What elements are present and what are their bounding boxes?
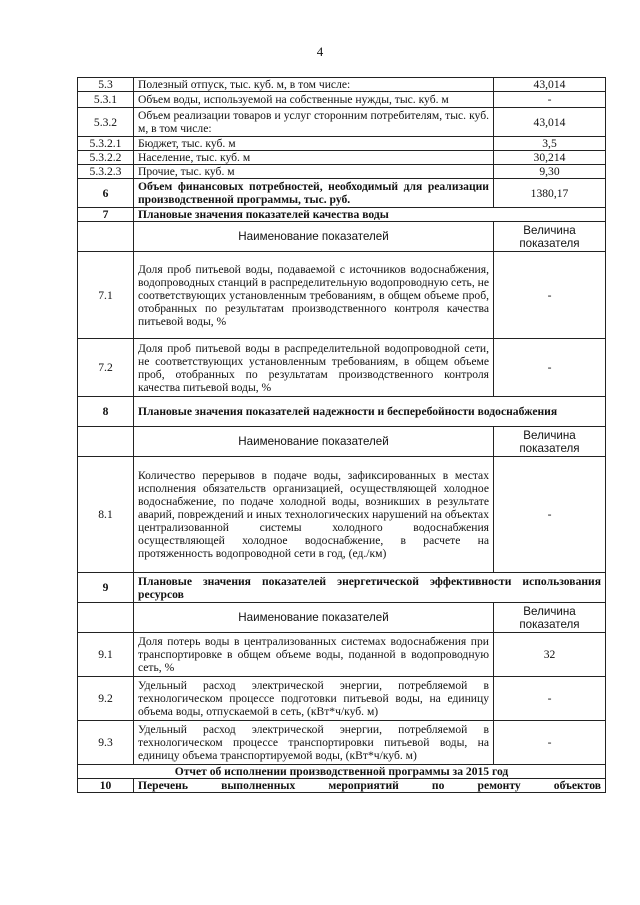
header-row [78,603,606,633]
row-number: 5.3 [78,78,134,92]
row-value: 1380,17 [494,179,606,208]
section-row [78,573,606,603]
row-value: 43,014 [494,78,606,92]
table-row [78,137,606,151]
table-row [78,252,606,339]
header-value: Величина показателя [494,603,606,633]
report-title-row [78,765,606,779]
row-value: 3,5 [494,137,606,151]
row-value: - [494,721,606,765]
row-text: Население, тыс. куб. м [134,151,494,165]
row-value: - [494,252,606,339]
row-number: 9.2 [78,677,134,721]
report-title: Отчет об исполнении производственной программы за 2015 год [78,765,606,779]
table-row [78,779,606,793]
row-value: - [494,677,606,721]
row-number: 8.1 [78,457,134,573]
section-title: Плановые значения показателей энергетической эффективности использования ресурсов [134,573,606,603]
row-number: 5.3.2 [78,108,134,137]
section-number: 8 [78,397,134,427]
section-title: Плановые значения показателей качества воды [134,208,606,222]
row-text: Полезный отпуск, тыс. куб. м, в том числе: [134,78,494,92]
row-text: Объем финансовых потребностей, необходимый для реализации производственной программы, тыс. руб. [134,179,494,208]
row-text: Доля проб питьевой воды в распределительной водопроводной сети, не соответствующих установленным требованиям, в общем объеме проб, отобранных по результатам производственного контроля качества питьевой воды, % [134,339,494,397]
row-text: Удельный расход электрической энергии, потребляемой в технологическом процессе транспортировки питьевой воды, на единицу объема транспортируемой воды, (кВт*ч/куб. м) [134,721,494,765]
table-row [78,179,606,208]
table-row [78,92,606,108]
header-value: Величина показателя [494,427,606,457]
table-row [78,457,606,573]
row-number: 9.3 [78,721,134,765]
row-text: Прочие, тыс. куб. м [134,165,494,179]
header-value: Величина показателя [494,222,606,252]
header-row [78,222,606,252]
row-text: Доля проб питьевой воды, подаваемой с источников водоснабжения, водопроводных станций в распределительную водопроводную сеть, не соответствующих установленным требованиям, в общем объеме проб, отобранных по результатам производственного контроля качества питьевой воды, % [134,252,494,339]
table-row [78,721,606,765]
section-number: 7 [78,208,134,222]
header-row [78,427,606,457]
row-text: Объем реализации товаров и услуг сторонним потребителям, тыс. куб. м, в том числе: [134,108,494,137]
page-number: 4 [316,44,324,59]
table-row [78,108,606,137]
table-row [78,78,606,92]
table-row [78,677,606,721]
row-value: - [494,457,606,573]
section-title: Плановые значения показателей надежности и бесперебойности водоснабжения [134,397,606,427]
row-number: 5.3.2.2 [78,151,134,165]
row-text: Доля потерь воды в централизованных системах водоснабжения при транспортировке в общем объеме воды, поданной в водопроводную сеть, % [134,633,494,677]
row-number: 7.2 [78,339,134,397]
table-row [78,151,606,165]
table-row [78,165,606,179]
row-value: 9,30 [494,165,606,179]
row-number: 5.3.2.3 [78,165,134,179]
row-text: Перечень выполненных мероприятий по ремонту объектов [134,779,606,793]
row-number: 5.3.2.1 [78,137,134,151]
production-program-table [77,77,606,793]
row-text: Удельный расход электрической энергии, потребляемой в технологическом процессе подготовки питьевой воды, на единицу объема воды, отпускаемой в сеть, (кВт*ч/куб. м) [134,677,494,721]
section-number: 9 [78,573,134,603]
row-text: Бюджет, тыс. куб. м [134,137,494,151]
row-value: - [494,339,606,397]
row-number: 6 [78,179,134,208]
row-text: Объем воды, используемой на собственные нужды, тыс. куб. м [134,92,494,108]
row-text: Количество перерывов в подаче воды, зафиксированных в местах исполнения обязательств организацией, осуществляющей холодное водоснабжение, по подаче холодной воды, возникших в результате аварий, повреждений и иных технологических нарушений на объектах централизованной системы холодного водоснабжения осуществляющей холодное водоснабжение, в расчете на протяженность водопроводной сети в год, (ед./км) [134,457,494,573]
row-value: 43,014 [494,108,606,137]
row-number: 9.1 [78,633,134,677]
section-row [78,397,606,427]
empty-cell [78,603,134,633]
empty-cell [78,427,134,457]
empty-cell [78,222,134,252]
row-value: - [494,92,606,108]
row-value: 32 [494,633,606,677]
row-number: 10 [78,779,134,793]
table-row [78,339,606,397]
section-row [78,208,606,222]
header-name: Наименование показателей [134,427,494,457]
header-name: Наименование показателей [134,222,494,252]
header-name: Наименование показателей [134,603,494,633]
row-value: 30,214 [494,151,606,165]
row-number: 7.1 [78,252,134,339]
row-number: 5.3.1 [78,92,134,108]
table-row [78,633,606,677]
